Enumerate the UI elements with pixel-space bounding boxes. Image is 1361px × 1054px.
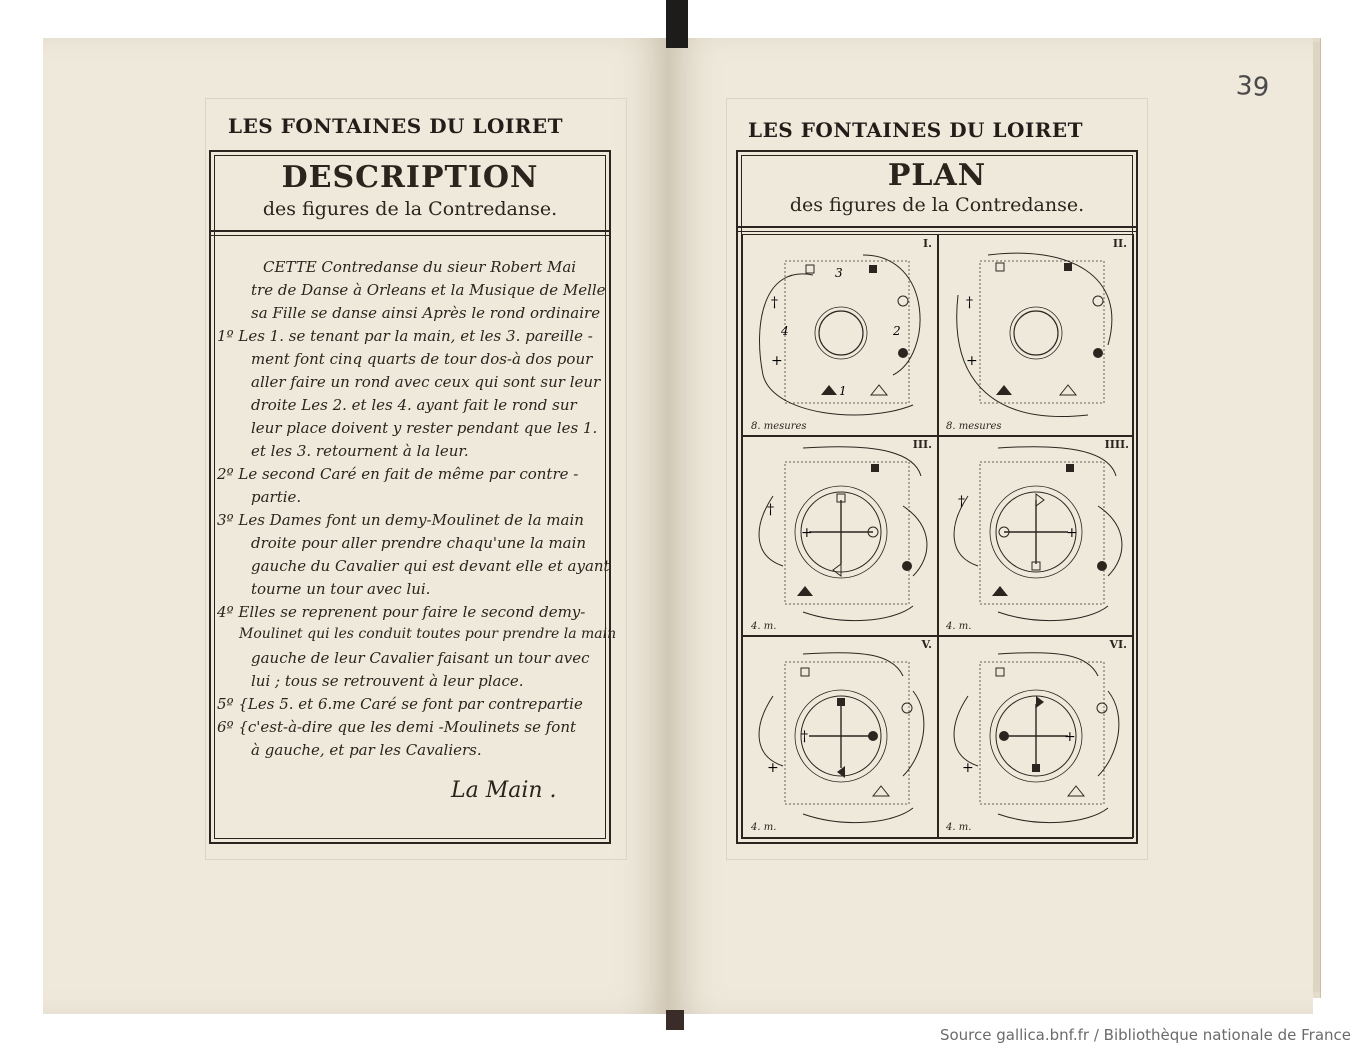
signature: La Main . <box>451 778 557 803</box>
title-rule-thin <box>738 231 1136 232</box>
text-line: tourne un tour avec lui. <box>251 580 431 598</box>
bookmark-ribbon <box>666 0 688 48</box>
running-head: LES FONTAINES DU LOIRET <box>748 118 1084 142</box>
svg-text:+: + <box>1064 729 1076 745</box>
text-line: 6º {c'est-à-dire que les demi -Moulinets se font <box>217 718 577 736</box>
text-line: 3º Les Dames font un demy-Moulinet de la main <box>217 511 584 529</box>
folio-number: 39 <box>1234 70 1271 104</box>
figure-number: IIII. <box>1104 438 1129 451</box>
plan-frame <box>736 150 1138 844</box>
svg-text:2: 2 <box>893 324 901 338</box>
page-title: PLAN <box>887 158 987 193</box>
svg-text:†: † <box>771 295 778 311</box>
svg-text:†: † <box>966 295 973 311</box>
figure-cell-2 <box>937 234 1134 437</box>
description-frame <box>209 150 617 844</box>
dance-figure-diagram <box>938 235 1133 436</box>
text-line: 5º {Les 5. et 6.me Caré se font par contrepartie <box>217 695 583 713</box>
text-line: gauche de leur Cavalier faisant un tour avec <box>251 649 590 667</box>
text-line: gauche du Cavalier qui est devant elle et ayant <box>251 557 610 575</box>
text-line: Moulinet qui les conduit toutes pour prendre la main <box>239 626 617 642</box>
page-subtitle: des figures de la Contredanse. <box>789 194 1085 216</box>
title-rule <box>738 226 1136 228</box>
figure-cell-3 <box>742 435 939 637</box>
text-line: aller faire un rond avec ceux qui sont sur leur <box>251 373 601 391</box>
figure-measure: 8. mesures <box>751 421 807 432</box>
figure-grid <box>742 234 1132 836</box>
text-line: lui ; tous se retrouvent à leur place. <box>251 672 524 690</box>
text-line: partie. <box>251 488 302 506</box>
figure-number: II. <box>1112 237 1127 250</box>
figure-number: V. <box>921 638 932 651</box>
text-line: droite pour aller prendre chaqu'une la main <box>251 534 587 552</box>
svg-text:+: + <box>966 353 978 369</box>
svg-text:+: + <box>962 760 974 776</box>
page-subtitle: des figures de la Contredanse. <box>262 198 558 220</box>
svg-text:3: 3 <box>835 266 843 280</box>
svg-text:†: † <box>767 502 774 518</box>
text-line: droite Les 2. et les 4. ayant fait le rond sur <box>251 396 577 414</box>
title-rule <box>211 230 609 232</box>
text-line: CETTE Contredanse du sieur Robert Mai <box>263 258 577 276</box>
svg-text:1: 1 <box>839 384 847 398</box>
text-line: 4º Elles se reprenent pour faire le second demy- <box>217 603 586 621</box>
figure-measure: 4. m. <box>751 822 777 833</box>
text-line: à gauche, et par les Cavaliers. <box>251 741 482 759</box>
text-line: leur place doivent y rester pendant que les 1. <box>251 419 598 437</box>
figure-cell-4 <box>937 435 1134 637</box>
dance-figure-diagram <box>938 436 1133 636</box>
figure-cell-6 <box>937 635 1134 838</box>
dance-figure-diagram <box>938 636 1133 837</box>
left-page <box>43 38 668 1014</box>
svg-text:+: + <box>1066 525 1078 541</box>
figure-measure: 8. mesures <box>946 421 1002 432</box>
figure-number: III. <box>912 438 932 451</box>
source-credit: Source gallica.bnf.fr / Bibliothèque nationale de France <box>939 1026 1351 1044</box>
spine-bottom <box>666 1010 684 1030</box>
figure-measure: 4. m. <box>751 621 777 632</box>
text-line: sa Fille se danse ainsi Après le rond ordinaire <box>251 304 601 322</box>
title-rule-thin <box>211 235 609 236</box>
text-line: ment font cinq quarts de tour dos-à dos pour <box>251 350 593 368</box>
figure-number: I. <box>923 237 932 250</box>
dance-figure-diagram <box>743 235 938 436</box>
svg-text:†: † <box>801 729 808 745</box>
dance-figure-diagram <box>743 636 938 837</box>
figure-cell-1 <box>742 234 939 437</box>
right-page <box>668 38 1313 1014</box>
dance-figure-diagram <box>743 436 938 636</box>
text-line: 2º Le second Caré en fait de même par contre - <box>217 465 579 483</box>
text-line: et les 3. retournent à la leur. <box>251 442 469 460</box>
svg-text:†: † <box>958 494 965 510</box>
svg-text:4: 4 <box>781 324 789 338</box>
svg-text:+: + <box>801 525 813 541</box>
page-title: DESCRIPTION <box>281 160 539 195</box>
figure-measure: 4. m. <box>946 822 972 833</box>
running-head: LES FONTAINES DU LOIRET <box>228 114 564 138</box>
text-line: 1º Les 1. se tenant par la main, et les 3. pareille - <box>217 327 593 345</box>
figure-number: VI. <box>1109 638 1127 651</box>
text-line: tre de Danse à Orleans et la Musique de Melle <box>251 281 606 299</box>
svg-text:+: + <box>771 353 783 369</box>
figure-cell-5 <box>742 635 939 838</box>
figure-measure: 4. m. <box>946 621 972 632</box>
svg-text:+: + <box>767 760 779 776</box>
